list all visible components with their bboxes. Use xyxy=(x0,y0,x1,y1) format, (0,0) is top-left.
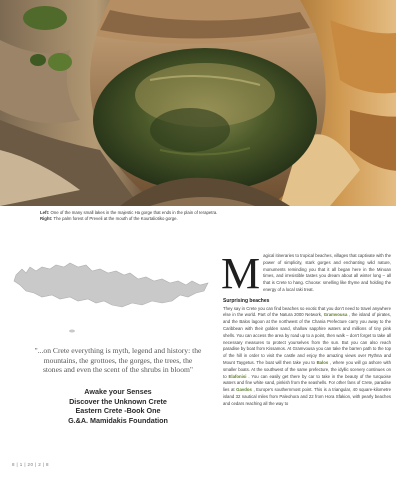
section-heading: Surprising beaches xyxy=(223,297,270,304)
caption-left-label: Left: xyxy=(40,210,50,215)
caption-right xyxy=(40,216,370,222)
page-folio: 8 | 1 | 20 | 2 | 8 xyxy=(12,462,49,467)
book-promo-line-2: Discover the Unknown Crete xyxy=(69,396,167,406)
article-column xyxy=(221,249,392,408)
place-balos: Balos xyxy=(316,359,329,365)
body-text-4: . You can easily get there by car to take in the beauty of the turquoise waters and fine white sand, pinkish from the seashells. For other fans of Crete, paradise lies at xyxy=(223,373,391,393)
pull-quote: "...on Crete everything is myth, legend and history: the mountains, the grottoes, the gorges, the trees, the stones and even the scent of the shrubs in bloom" xyxy=(34,346,202,374)
intro-text: agical itineraries to tropical beaches, villages that captivate with the power of simplicity, stark gorges and enchanting wild nature, monuments reminding you that it all began here in the Minoan times, and irresistible tastes you dream about all winter long – all that is Crete to hang. Choose: smelling like thyme and holding the energy of a local raki treat. xyxy=(263,253,391,292)
caption-right-label: Right: xyxy=(40,216,53,221)
drop-cap: M xyxy=(221,249,261,298)
place-gavdos: Gavdos xyxy=(236,387,252,393)
crete-island-outline xyxy=(12,245,212,335)
book-promo-line-3: Eastern Crete -Book One xyxy=(75,406,161,415)
article-body xyxy=(223,306,391,408)
body-text-3: , where you will go ashore with smaller boats. At the southwest of the same prefecture, the idyllic scenery continues on to xyxy=(223,359,392,379)
caption-right-text: The palm forest of Preveli at the mouth of the Kourtaliotiko gorge. xyxy=(53,216,178,221)
place-gramvousa: Gramvousa xyxy=(323,312,348,318)
body-text-1: They say in Crete you can find beaches so exotic that you don't need to travel anywhere else in the world. Part of the Natura 2000 Network, xyxy=(223,305,391,318)
book-promo-line-1: Awake your Senses xyxy=(84,387,152,396)
body-text-2: , the island of pirates, and the Balos lagoon at the northwest of the Chania Prefecture carry you away to the Caribbean with their golden sand, shallow sapphire waters and millions of tiny pink shells. You can access the area by road up to a point, then walk – don't forget to take all necessary measures to protect yourselves from the sun. But you can also reach paradise by boat from Kissamos. At Gramvousa you can take the barren path to the top of the hill in order to visit the castle and enjoy the amazing views over Rythna and Mount Taygetus. The boat will then take you to xyxy=(223,312,392,365)
photo-caption xyxy=(40,210,370,222)
book-promo-line-4: G.&A. Mamidakis Foundation xyxy=(68,415,168,425)
gorge-lake-photo xyxy=(0,0,410,206)
caption-left-text: One of the many small lakes in the majestic Ha gorge that ends in the plain of Ierapetra. xyxy=(50,210,218,215)
gorge-lake-illustration xyxy=(0,0,410,206)
body-text-5: , Europe's southernmost point. This is a triangular, 40 square-kilometre island 32 nautical miles from Paleohora and 22 from Hora Sfakion, with pearly beaches and cedars reaching all the way to xyxy=(223,387,391,406)
crete-map xyxy=(12,245,212,335)
book-promo xyxy=(34,387,202,425)
article-intro xyxy=(221,249,391,298)
place-elafonisi: Elafonisi xyxy=(228,373,247,379)
